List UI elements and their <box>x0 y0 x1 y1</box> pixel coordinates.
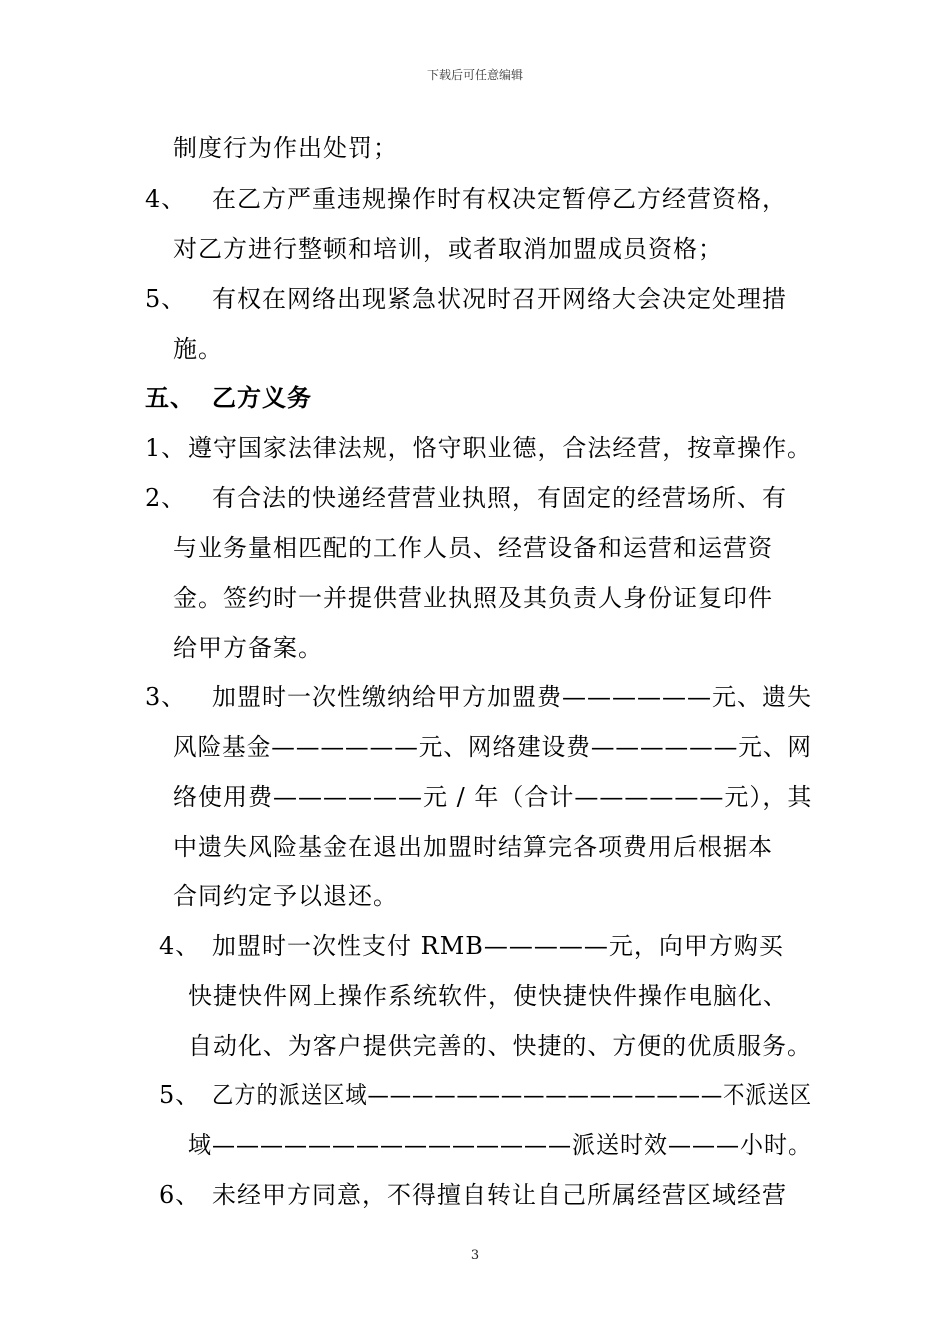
item-number: 6、 <box>159 1181 201 1209</box>
text-line: 加盟时一次性缴纳给甲方加盟费——————元、遗失 <box>212 683 812 711</box>
text-line: 与业务量相匹配的工作人员、经营设备和运营和运营资 <box>173 534 773 562</box>
text-line: 施。 <box>173 335 223 363</box>
item-number: 1、 <box>145 434 187 462</box>
text-line: 中遗失风险基金在退出加盟时结算完各项费用后根据本 <box>173 833 773 861</box>
text-line: 在乙方严重违规操作时有权决定暂停乙方经营资格， <box>212 185 787 213</box>
text-line: 金。签约时一并提供营业执照及其负责人身份证复印件 <box>173 584 773 612</box>
item-number: 4、 <box>159 932 201 960</box>
text-line: 有合法的快递经营营业执照，有固定的经营场所、有 <box>212 484 787 512</box>
text-line: 未经甲方同意，不得擅自转让自己所属经营区域经营 <box>212 1181 787 1209</box>
text-line: 遵守国家法律法规，恪守职业德，合法经营，按章操作。 <box>188 434 812 462</box>
page-number: 3 <box>470 1248 480 1263</box>
text-line: 加盟时一次性支付 RMB—————元，向甲方购买 <box>212 932 784 960</box>
item-number: 3、 <box>145 683 187 711</box>
text-line: 风险基金——————元、网络建设费——————元、网 <box>173 733 813 761</box>
item-number: 5、 <box>159 1081 201 1109</box>
text-line: 给甲方备案。 <box>173 634 323 662</box>
text-line: 乙方的派送区域————————————————不派送区 <box>212 1081 813 1109</box>
section-title: 乙方义务 <box>212 383 312 412</box>
item-number: 4、 <box>145 185 187 213</box>
text-line: 合同约定予以退还。 <box>173 882 398 910</box>
header-note: 下载后可任意编辑 <box>426 68 523 82</box>
section-number: 五、 <box>145 383 195 412</box>
item-number: 5、 <box>145 285 187 313</box>
item-number: 2、 <box>145 484 187 512</box>
text-line: 对乙方进行整顿和培训，或者取消加盟成员资格； <box>173 235 723 263</box>
text-line: 有权在网络出现紧急状况时召开网络大会决定处理措 <box>212 285 787 313</box>
text-line: 快捷快件网上操作系统软件，使快捷快件操作电脑化、 <box>188 982 788 1010</box>
text-line: 自动化、为客户提供完善的、快捷的、方便的优质服务。 <box>188 1032 812 1060</box>
text-line: 制度行为作出处罚； <box>173 134 398 162</box>
text-line: 域———————————————派送时效———小时。 <box>188 1131 812 1159</box>
text-line: 络使用费——————元 / 年（合计——————元），其 <box>173 783 813 811</box>
